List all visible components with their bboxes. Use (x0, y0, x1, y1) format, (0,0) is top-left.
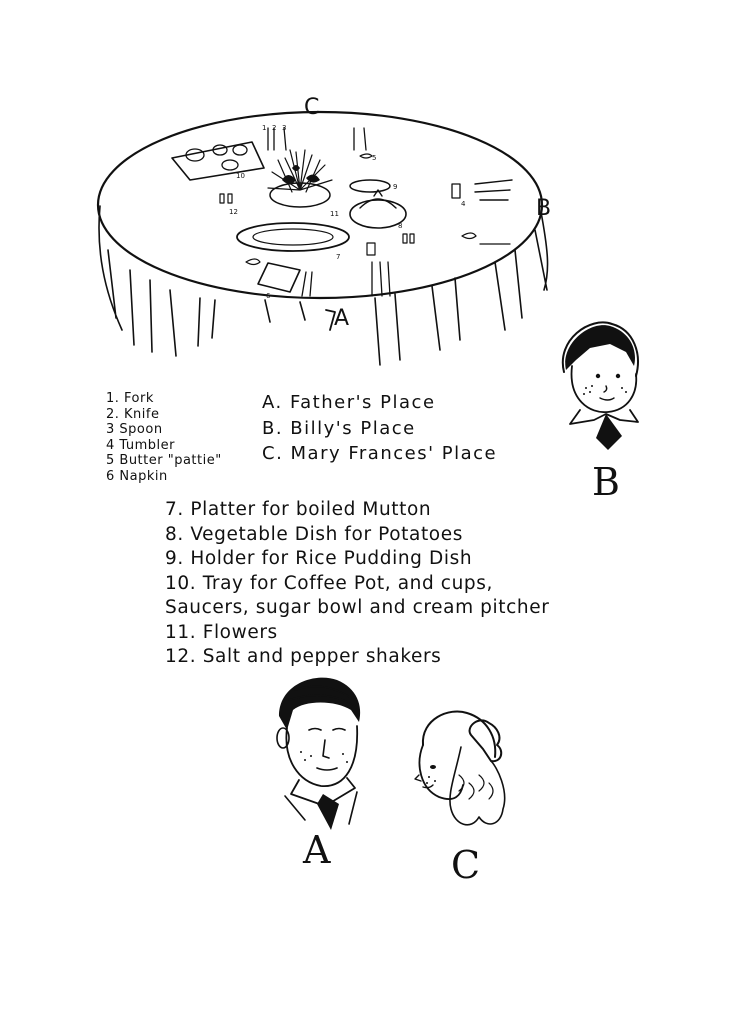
table-number: 12 (229, 208, 238, 216)
table-number: 10 (236, 172, 245, 180)
table-number: 3 (282, 124, 287, 132)
table-number: 11 (330, 210, 339, 218)
billy-place-setting (452, 180, 512, 244)
legend-item: 2. Knife (106, 406, 160, 422)
father-place-setting (246, 243, 390, 296)
place-item: A. Father's Place (262, 392, 436, 413)
table-number: 8 (398, 222, 403, 230)
list-item: 8. Vegetable Dish for Potatoes (165, 523, 463, 545)
list-item: 11. Flowers (165, 621, 278, 643)
table-number: 1 (262, 124, 267, 132)
legend-item: 5 Butter "pattie" (106, 453, 222, 468)
salt-pepper-shakers (220, 194, 414, 243)
coffee-tray (172, 142, 264, 180)
legend-item: 6 Napkin (106, 468, 168, 484)
dishes-list (165, 498, 549, 670)
pudding-holder (350, 180, 390, 192)
table-items-legend (106, 391, 222, 484)
table-label-c: C (304, 95, 320, 120)
table-label-b: B (536, 196, 552, 221)
table-number: 6 (266, 292, 271, 300)
list-item: 7. Platter for boiled Mutton (165, 499, 432, 520)
table-number: 2 (272, 124, 277, 132)
father-portrait (265, 670, 375, 840)
list-item: 12. Salt and pepper shakers (165, 646, 442, 667)
portrait-label-c: C (451, 843, 481, 887)
flowers-centerpiece (268, 150, 332, 207)
list-item: 9. Holder for Rice Pudding Dish (165, 548, 473, 569)
place-item: B. Billy's Place (262, 417, 416, 439)
table-number: 7 (336, 253, 341, 261)
legend-item: 4 Tumbler (106, 437, 175, 453)
tablecloth (98, 112, 548, 365)
legend-item: 1. Fork (106, 391, 154, 406)
table-label-a: A (334, 306, 350, 331)
table-number: 4 (461, 200, 466, 208)
place-item: C. Mary Frances' Place (262, 443, 498, 464)
list-item: Saucers, sugar bowl and cream pitcher (165, 597, 550, 618)
list-item: 10. Tray for Coffee Pot, and cups, (165, 572, 493, 594)
legend-item: 3 Spoon (106, 422, 163, 437)
mary-place-setting (268, 128, 372, 158)
places-legend (262, 390, 497, 467)
table-number: 5 (372, 154, 377, 162)
table-number: 9 (393, 183, 398, 191)
portrait-label-b: B (592, 460, 620, 504)
mutton-platter (237, 223, 349, 251)
billy-portrait (550, 310, 650, 460)
portrait-label-a: A (303, 828, 331, 872)
mary-portrait (405, 705, 525, 855)
